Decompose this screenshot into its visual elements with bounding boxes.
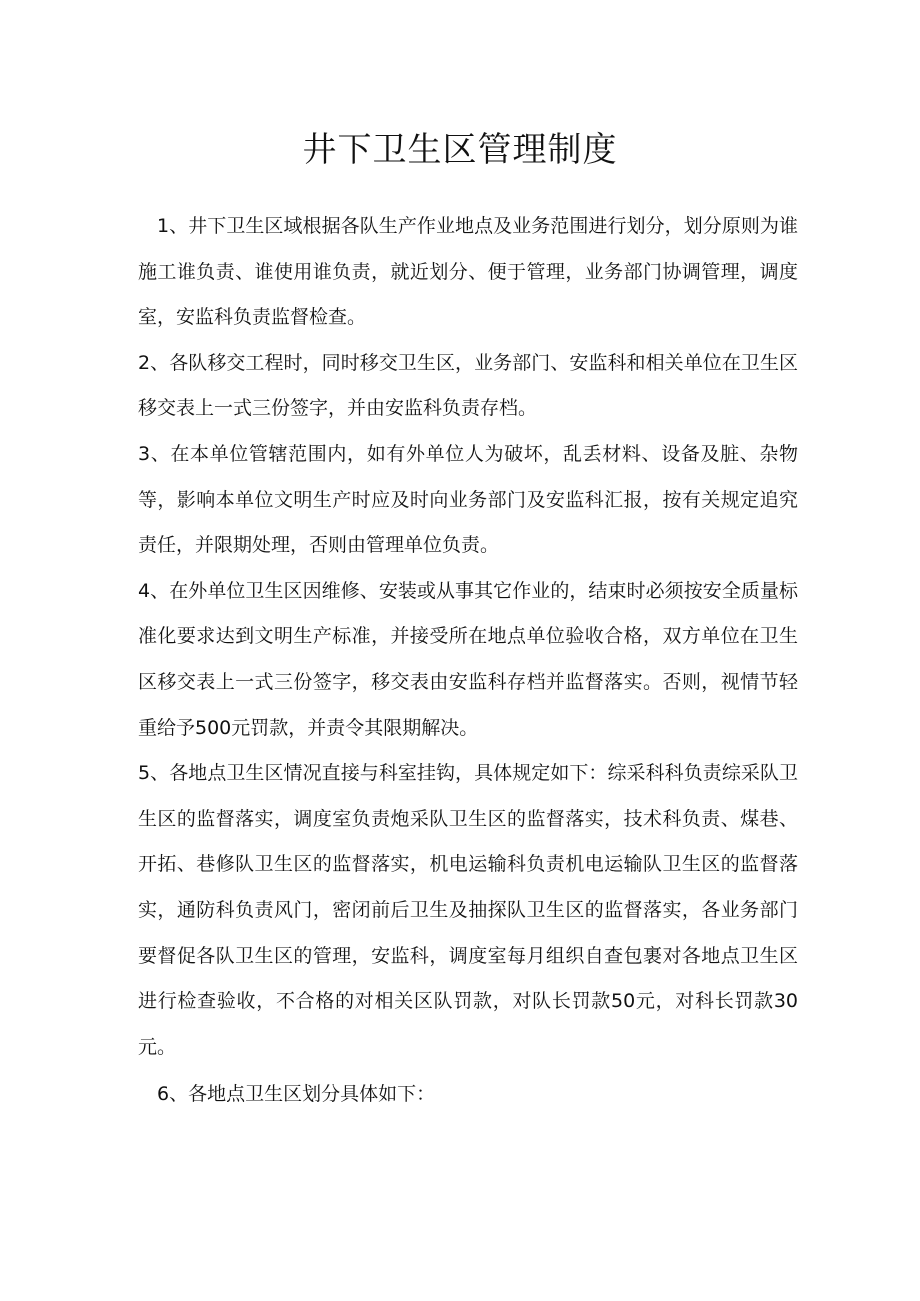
paragraph-5: 5、各地点卫生区情况直接与科室挂钩，具体规定如下：综采科科负责综采队卫生区的监督落实，调度室负责炮采队卫生区的监督落实，技术科负责、煤巷、开拓、巷修队卫生区的监督落实，机电运输科负责机电运输队卫生区的监督落实，通防科负责风门，密闭前后卫生及抽探队卫生区的监督落实，各业务部门要督促各队卫生区的管理，安监科，调度室每月组织自查包裹对各地点卫生区进行检查验收，不合格的对相关区队罚款，对队长罚款50元，对科长罚款30元。 [138, 762, 798, 1058]
paragraph-4: 4、在外单位卫生区因维修、安装或从事其它作业的，结束时必须按安全质量标准化要求达到文明生产标准，并接受所在地点单位验收合格，双方单位在卫生区移交表上一式三份签字，移交表由安监科存档并监督落实。否则，视情节轻重给予500元罚款，并责令其限期解决。 [138, 579, 798, 739]
document-body [138, 204, 798, 1118]
paragraph-2: 2、各队移交工程时，同时移交卫生区，业务部门、安监科和相关单位在卫生区移交表上一式三份签字，并由安监科负责存档。 [138, 351, 798, 420]
paragraph-3: 3、在本单位管辖范围内，如有外单位人为破坏，乱丢材料、设备及脏、杂物等，影响本单位文明生产时应及时向业务部门及安监科汇报，按有关规定追究责任，并限期处理，否则由管理单位负责。 [138, 442, 798, 557]
paragraph-1: 1、井下卫生区域根据各队生产作业地点及业务范围进行划分，划分原则为谁施工谁负责、谁使用谁负责，就近划分、便于管理，业务部门协调管理，调度室，安监科负责监督检查。 [138, 215, 798, 329]
paragraph-6: 6、各地点卫生区划分具体如下： [157, 1083, 436, 1106]
document-title: 井下卫生区管理制度 [302, 130, 618, 170]
